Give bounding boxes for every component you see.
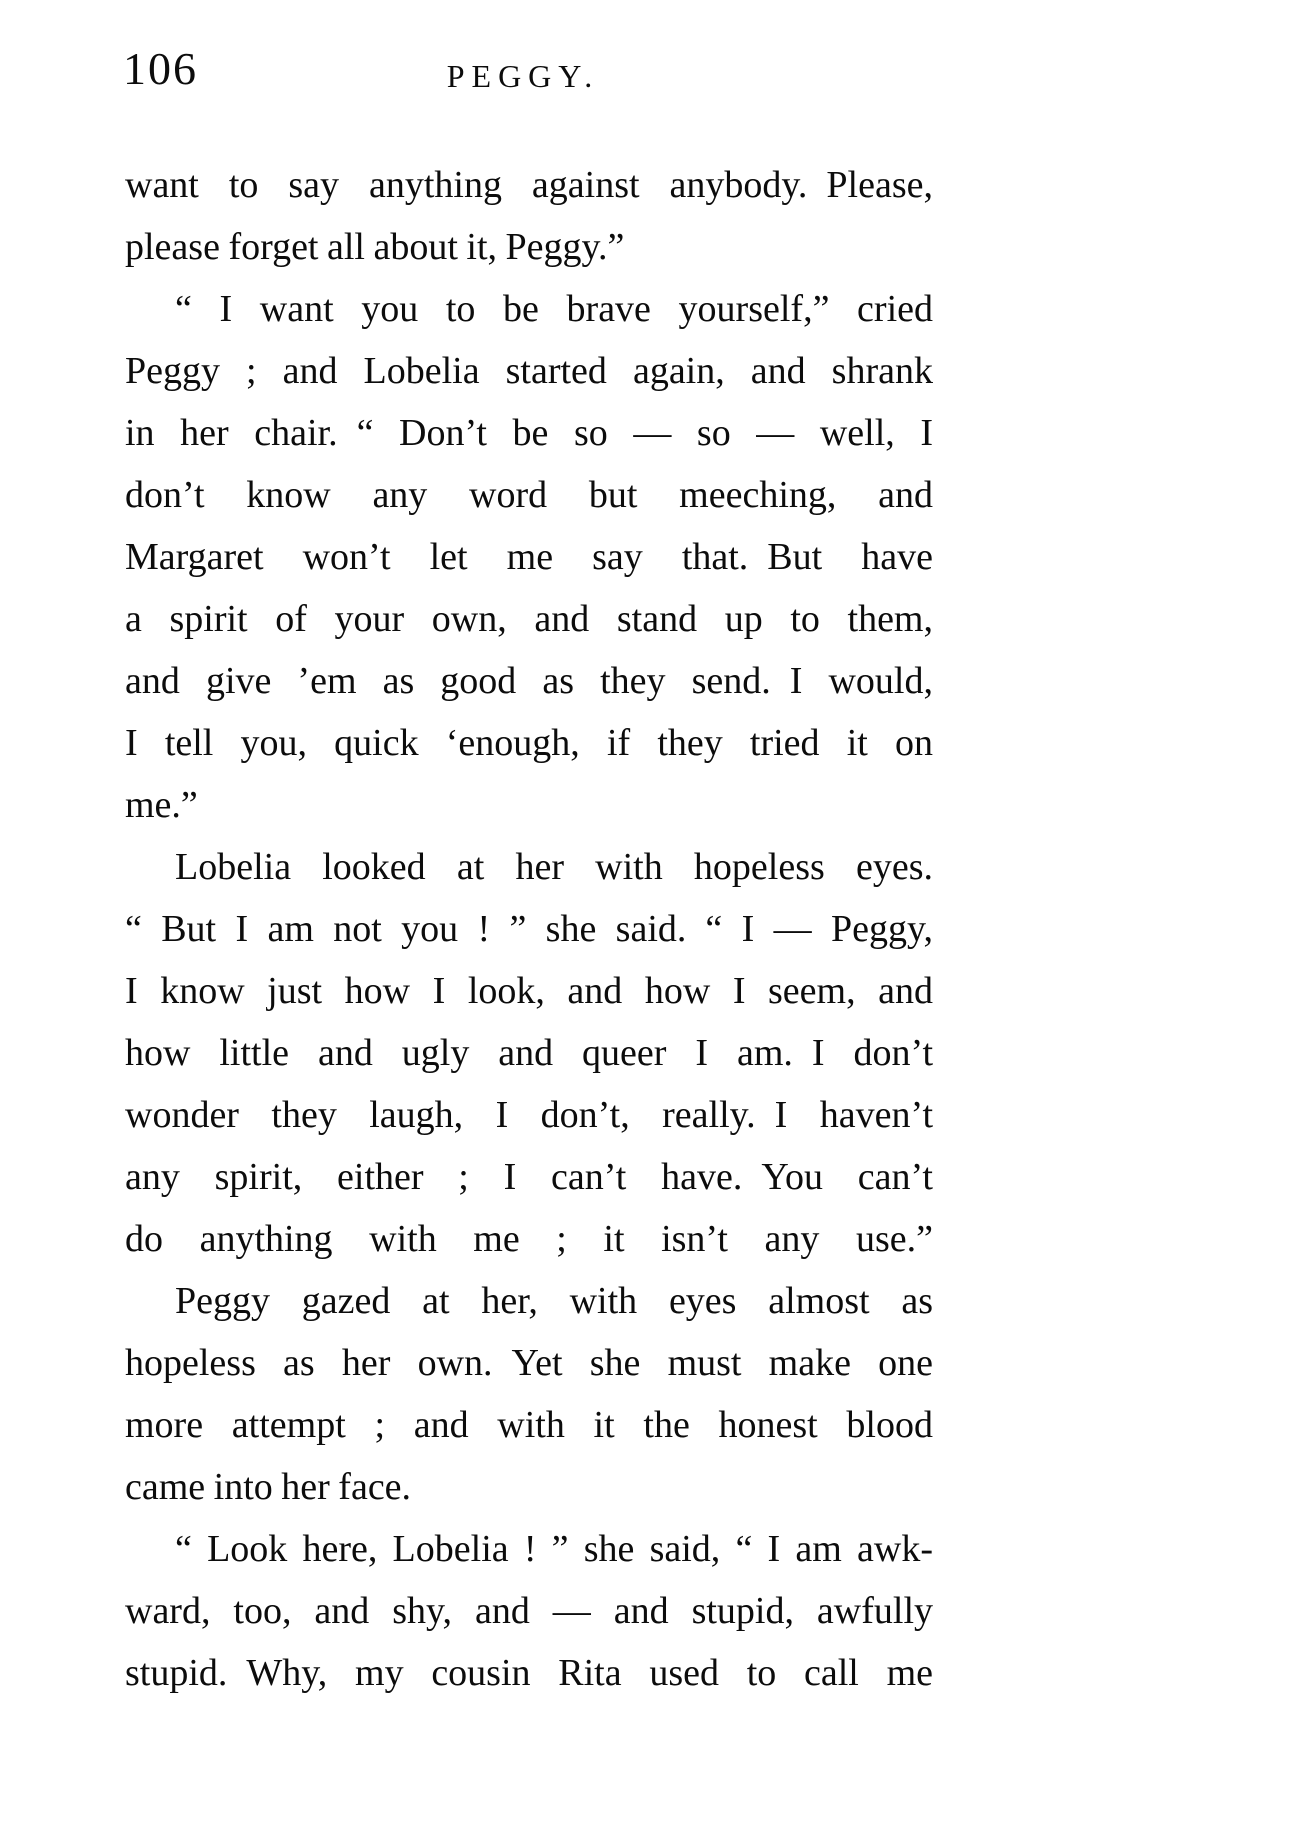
text-line: Margaret won’t let me say that. But have [125,536,933,578]
page-header [0,40,1311,100]
text-line: came into her face. [125,1466,412,1508]
text-line: Peggy gazed at her, with eyes almost as [175,1280,933,1322]
text-block [125,154,933,1704]
paragraph [125,1270,933,1518]
text-line: hopeless as her own. Yet she must make one [125,1342,933,1384]
text-line: any spirit, either ; I can’t have. You can’t [125,1156,933,1198]
text-line: “ Look here, Lobelia ! ” she said, “ I am awk- [175,1528,933,1570]
paragraph [125,1518,933,1704]
text-line: Peggy ; and Lobelia started again, and shrank [125,350,933,392]
text-line: how little and ugly and queer I am. I don’t [125,1032,933,1074]
text-line: do anything with me ; it isn’t any use.” [125,1218,933,1260]
text-line: “ But I am not you ! ” she said. “ I — Peggy, [125,908,933,950]
text-line: me.” [125,784,198,826]
text-line: please forget all about it, Peggy.” [125,226,625,268]
text-line: don’t know any word but meeching, and [125,474,933,516]
text-line: in her chair. “ Don’t be so — so — well, I [125,412,933,454]
paragraph [125,154,933,278]
paragraph [125,836,933,1270]
paragraph [125,278,933,836]
text-line: “ I want you to be brave yourself,” cried [175,288,933,330]
running-title: PEGGY. [446,58,600,94]
text-line: wonder they laugh, I don’t, really. I haven’t [125,1094,933,1136]
text-line: more attempt ; and with it the honest blood [125,1404,933,1446]
text-line: Lobelia looked at her with hopeless eyes. [175,846,933,888]
text-line: want to say anything against anybody. Please, [125,164,933,206]
text-line: I tell you, quick ‘enough, if they tried it on [125,722,933,764]
text-line: a spirit of your own, and stand up to them, [125,598,933,640]
text-line: stupid. Why, my cousin Rita used to call me [125,1652,933,1694]
text-line: ward, too, and shy, and — and stupid, awfully [125,1590,933,1632]
page-number: 106 [123,43,198,94]
text-line: I know just how I look, and how I seem, and [125,970,933,1012]
text-line: and give ’em as good as they send. I would, [125,660,933,702]
